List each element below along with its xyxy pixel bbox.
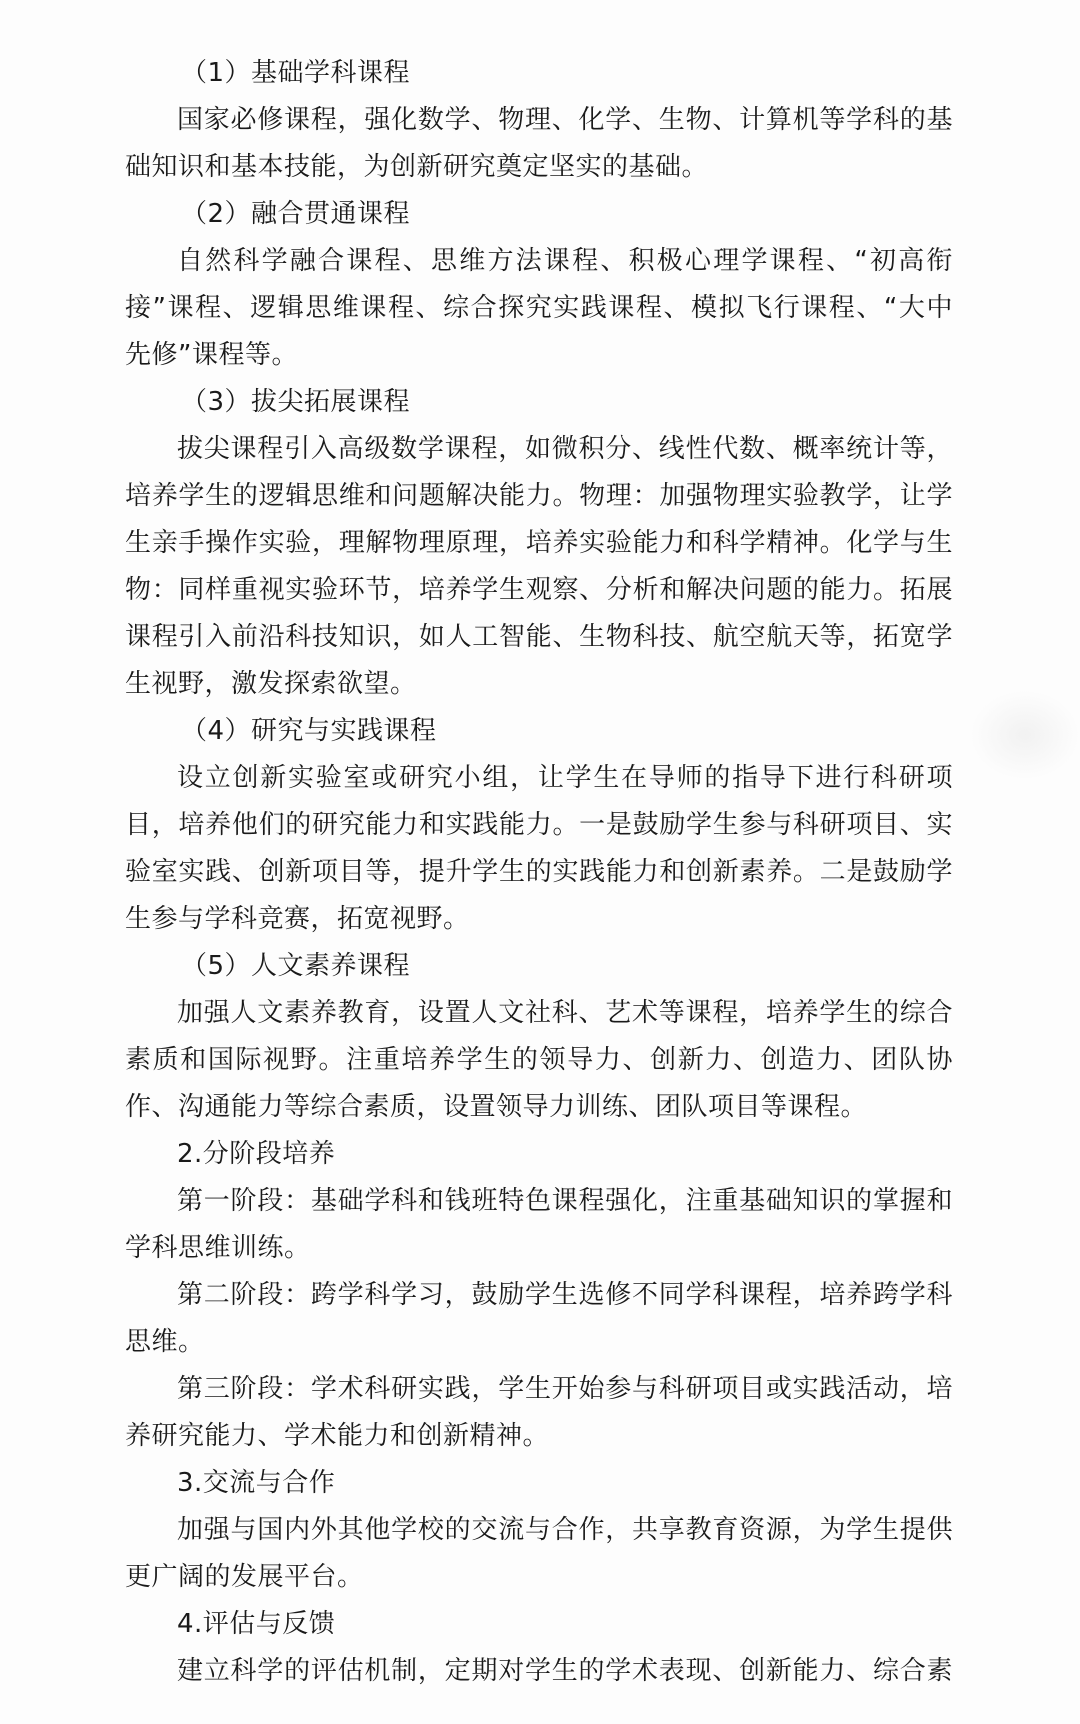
paragraph-line: 生参与学科竞赛，拓宽视野。 (125, 904, 470, 934)
section-heading: （2）融合贯通课程 (181, 199, 411, 229)
section-heading: （3）拔尖拓展课程 (181, 387, 411, 417)
section-heading: （5）人文素养课程 (181, 951, 411, 981)
section-heading: 3.交流与合作 (177, 1468, 336, 1498)
paragraph-line: 第二阶段：跨学科学习，鼓励学生选修不同学科课程，培养跨学科 (177, 1280, 953, 1310)
paragraph-line: 第一阶段：基础学科和钱班特色课程强化，注重基础知识的掌握和 (177, 1186, 953, 1216)
paragraph-line: 自然科学融合课程、思维方法课程、积极心理学课程、“初高衔 (177, 246, 953, 276)
paragraph-line: 国家必修课程，强化数学、物理、化学、生物、计算机等学科的基 (177, 105, 953, 135)
paragraph-line: 加强与国内外其他学校的交流与合作，共享教育资源，为学生提供 (177, 1515, 953, 1545)
document-body (125, 50, 953, 1695)
paragraph-line: 更广阔的发展平台。 (125, 1562, 364, 1592)
paragraph-line: 先修”课程等。 (125, 340, 298, 370)
paragraph-line: 接”课程、逻辑思维课程、综合探究实践课程、模拟飞行课程、“大中 (125, 293, 953, 323)
paragraph-line: 础知识和基本技能，为创新研究奠定坚实的基础。 (125, 152, 709, 182)
paragraph-line: 设立创新实验室或研究小组，让学生在导师的指导下进行科研项 (177, 763, 953, 793)
paragraph-line: 培养学生的逻辑思维和问题解决能力。物理：加强物理实验教学，让学 (125, 481, 953, 511)
paragraph-line: 建立科学的评估机制，定期对学生的学术表现、创新能力、综合素 (177, 1656, 953, 1686)
paragraph-line: 课程引入前沿科技知识，如人工智能、生物科技、航空航天等，拓宽学 (125, 622, 953, 652)
paragraph-line: 素质和国际视野。注重培养学生的领导力、创新力、创造力、团队协 (125, 1045, 953, 1075)
paragraph-line: 第三阶段：学术科研实践，学生开始参与科研项目或实践活动，培 (177, 1374, 953, 1404)
section-heading: （1）基础学科课程 (181, 58, 411, 88)
paragraph-line: 加强人文素养教育，设置人文社科、艺术等课程，培养学生的综合 (177, 998, 953, 1028)
paragraph-line: 目，培养他们的研究能力和实践能力。一是鼓励学生参与科研项目、实 (125, 810, 953, 840)
section-heading: 2.分阶段培养 (177, 1139, 336, 1169)
paragraph-line: 生亲手操作实验，理解物理原理，培养实验能力和科学精神。化学与生 (125, 528, 953, 558)
paragraph-line: 验室实践、创新项目等，提升学生的实践能力和创新素养。二是鼓励学 (125, 857, 953, 887)
paragraph-line: 学科思维训练。 (125, 1233, 311, 1263)
section-heading: 4.评估与反馈 (177, 1609, 336, 1639)
section-heading: （4）研究与实践课程 (181, 716, 437, 746)
paragraph-line: 物：同样重视实验环节，培养学生观察、分析和解决问题的能力。拓展 (125, 575, 953, 605)
paragraph-line: 生视野，激发探索欲望。 (125, 669, 417, 699)
photo-glare (970, 690, 1080, 780)
paragraph-line: 拔尖课程引入高级数学课程，如微积分、线性代数、概率统计等， (177, 434, 953, 464)
paragraph-line: 思维。 (125, 1327, 205, 1357)
paragraph-line: 作、沟通能力等综合素质，设置领导力训练、团队项目等课程。 (125, 1092, 868, 1122)
paragraph-line: 养研究能力、学术能力和创新精神。 (125, 1421, 550, 1451)
